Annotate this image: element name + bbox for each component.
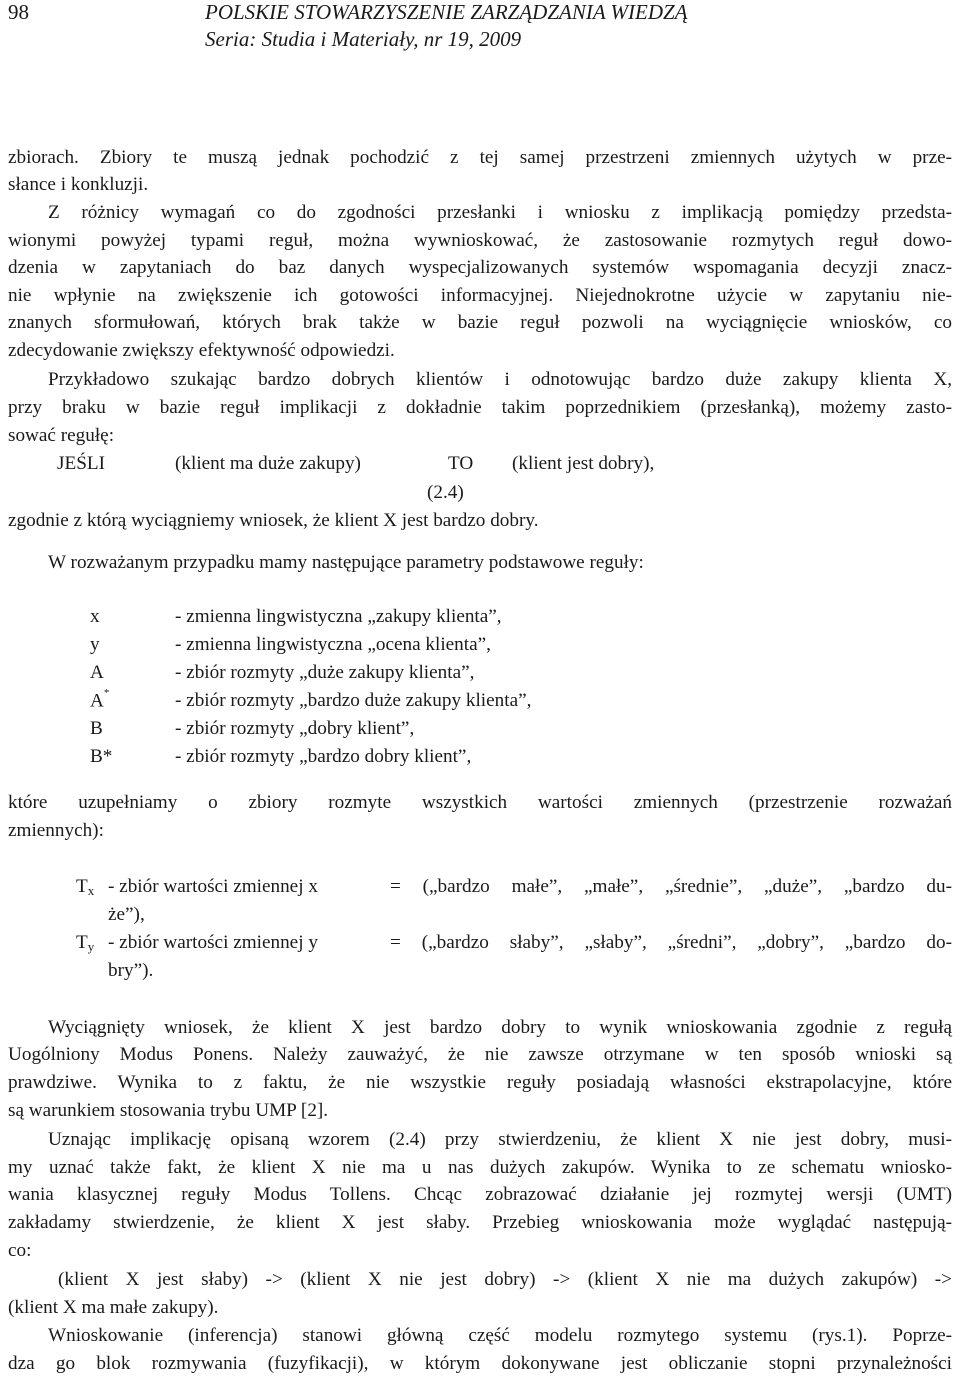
set-values-continued: bry”).	[108, 960, 154, 981]
text-line: które uzupełniamy o zbiory rozmyte wszystkich wartości zmiennych (przestrzenie rozważań	[8, 792, 952, 813]
definition-symbol: B*	[90, 746, 113, 767]
text-line: zdecydowanie zwiększy efektywność odpowiedzi.	[8, 340, 395, 361]
definition-text: - zbiór rozmyty „bardzo dobry klient”,	[175, 746, 472, 767]
inference-chain: (klient X jest słaby) -> (klient X nie jest dobry) -> (klient X nie ma dużych zakupów) ->	[58, 1269, 952, 1290]
text-line: przy braku w bazie reguł implikacji z dokładnie takim poprzednikiem (przesłanką), możemy zasto-	[8, 397, 952, 418]
text-line: wionymi powyżej typami reguł, można wywnioskować, że zastosowanie rozmytych reguł dowo-	[8, 230, 952, 251]
rule-conclusion: (klient jest dobry),	[512, 453, 655, 474]
set-description: - zbiór wartości zmiennej y	[108, 932, 318, 953]
text-line: my uznać także fakt, że klient X nie ma u nas dużych zakupów. Wynika to ze schematu wniosko-	[8, 1157, 952, 1178]
text-line: wania klasycznej reguły Modus Tollens. Chcąc zobrazować działanie jej rozmytej wersji (UMT)	[8, 1184, 952, 1205]
rule-if-keyword: JEŚLI	[57, 453, 105, 474]
rule-then-keyword: TO	[448, 453, 474, 474]
text-line: W rozważanym przypadku mamy następujące parametry podstawowe reguły:	[48, 552, 644, 573]
definition-symbol: B	[90, 718, 103, 739]
definition-symbol: A	[90, 662, 104, 683]
subscript: x	[87, 883, 95, 898]
definition-text: - zbiór rozmyty „duże zakupy klienta”,	[175, 662, 475, 683]
text-line: zakładamy stwierdzenie, że klient X jest słaby. Przebieg wnioskowania może wyglądać następują-	[8, 1212, 952, 1233]
series-title: Seria: Studia i Materiały, nr 19, 2009	[205, 27, 522, 51]
text-line: Uogólniony Modus Ponens. Należy zauważyć, że nie zawsze otrzymane w ten sposób wnioski są	[8, 1044, 952, 1065]
text-line: co:	[8, 1240, 32, 1261]
set-values: = („bardzo słaby”, „słaby”, „średni”, „dobry”, „bardzo do-	[390, 932, 952, 953]
text-line: słance i konkluzji.	[8, 174, 149, 195]
text-line: Uznając implikację opisaną wzorem (2.4) przy stwierdzeniu, że klient X nie jest dobry, musi-	[48, 1129, 952, 1150]
definition-text: - zbiór rozmyty „dobry klient”,	[175, 718, 415, 739]
subscript: y	[87, 939, 95, 954]
set-description: - zbiór wartości zmiennej x	[108, 876, 318, 897]
text-line: sować regułę:	[8, 425, 115, 446]
text-line: nie wpłynie na zwiększenie ich gotowości informacyjnej. Niejednokrotne użycie w zapytaniu nie-	[8, 285, 952, 306]
text-line: są warunkiem stosowania trybu UMP [2].	[8, 1100, 329, 1121]
text-line: zgodnie z którą wyciągniemy wniosek, że klient X jest bardzo dobry.	[8, 510, 539, 531]
definition-text: - zbiór rozmyty „bardzo duże zakupy klienta”,	[175, 690, 532, 711]
definition-text: - zmienna lingwistyczna „zakupy klienta”,	[175, 606, 502, 627]
text-line: zbiorach. Zbiory te muszą jednak pochodzić z tej samej przestrzeni zmiennych użytych w prze-	[8, 147, 952, 168]
set-values-continued: że”),	[108, 904, 145, 925]
set-symbol: Tx	[76, 876, 95, 898]
rule-premise: (klient ma duże zakupy)	[175, 453, 361, 474]
text-line: Wyciągnięty wniosek, że klient X jest bardzo dobry to wynik wnioskowania zgodnie z regułą	[48, 1017, 952, 1038]
equation-number: (2.4)	[427, 482, 464, 503]
text-line: dzenia w zapytaniach do baz danych wyspecjalizowanych systemów wspomagania decyzji znacz-	[8, 257, 952, 278]
inference-chain-continued: (klient X ma małe zakupy).	[8, 1297, 219, 1318]
definition-symbol: x	[90, 606, 100, 627]
text-line: Wnioskowanie (inferencja) stanowi główną część modelu rozmytego systemu (rys.1). Poprze-	[48, 1325, 952, 1346]
definition-text: - zmienna lingwistyczna „ocena klienta”,	[175, 634, 491, 655]
page-number: 98	[8, 0, 29, 24]
set-values: = („bardzo małe”, „małe”, „średnie”, „duże”, „bardzo du-	[390, 876, 952, 897]
text-line: zmiennych):	[8, 820, 104, 841]
text-line: prawdziwe. Wynika to z faktu, że nie wszystkie reguły posiadają własności ekstrapolacyjne, które	[8, 1072, 952, 1093]
journal-title: POLSKIE STOWARZYSZENIE ZARZĄDZANIA WIEDZĄ	[205, 0, 688, 24]
text-line: Przykładowo szukając bardzo dobrych klientów i odnotowując bardzo duże zakupy klienta X,	[48, 369, 952, 390]
text-line: dza go blok rozmywania (fuzyfikacji), w którym dokonywane jest obliczanie stopni przynależności	[8, 1353, 952, 1374]
superscript: *	[103, 687, 110, 699]
text-line: Z różnicy wymagań co do zgodności przesłanki i wniosku z implikacją pomiędzy przedsta-	[48, 202, 952, 223]
set-symbol: Ty	[76, 932, 95, 954]
definition-symbol: y	[90, 634, 100, 655]
text-line: znanych sformułowań, których brak także w bazie reguł pozwoli na wyciągnięcie wniosków, co	[8, 312, 952, 333]
definition-symbol: A*	[90, 687, 110, 712]
